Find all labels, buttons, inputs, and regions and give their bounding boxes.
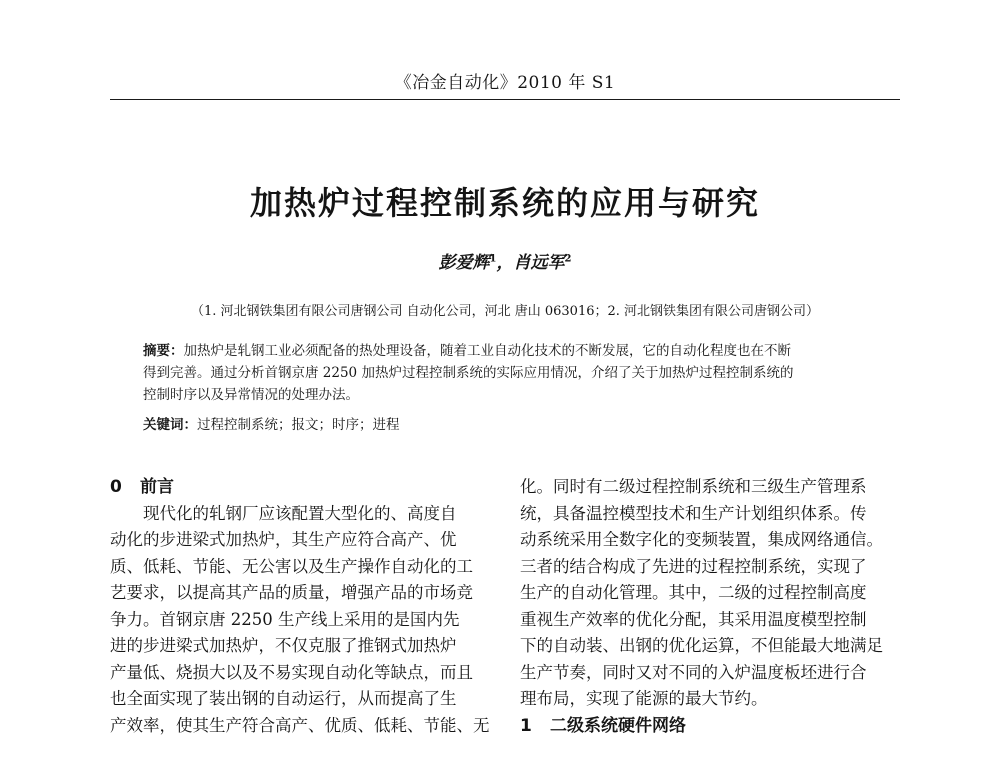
- body-line: 重视生产效率的优化分配，其采用温度模型控制: [520, 609, 867, 629]
- body-line: 艺要求，以提高其产品的质量，增强产品的市场竞: [110, 583, 473, 602]
- author-2: 肖远军: [513, 253, 565, 273]
- abstract-line: [143, 340, 873, 362]
- header-rule: [110, 99, 900, 100]
- body-line: 下的自动装、出钢的优化运算，不但能最大地满足: [520, 636, 883, 655]
- journal-header: 《冶金自动化》2010 年 S1: [394, 73, 616, 93]
- section-title: 前言: [140, 477, 174, 497]
- body-line: 三者的结合构成了先进的过程控制系统，实现了: [520, 556, 867, 576]
- author-separator: ，: [496, 253, 514, 273]
- author-1-mark: 1: [489, 253, 497, 265]
- abstract-text: 加热炉是轧钢工业必须配备的热处理设备，随着工业自动化技术的不断发展，它的自动化程度也在不断: [183, 343, 791, 359]
- keywords: [143, 414, 873, 436]
- section-number: 0: [110, 477, 122, 497]
- body-line: 质、低耗、节能、无公害以及生产操作自动化的工: [110, 556, 473, 576]
- body-line: 统，具备温控模型技术和生产计划组织体系。传: [520, 503, 867, 523]
- body-line: 生产节奏，同时又对不同的入炉温度板坯进行合: [520, 662, 867, 682]
- author-1: 彭爱辉: [438, 253, 490, 273]
- section-number: 1: [520, 715, 532, 736]
- affiliation: （1. 河北钢铁集团有限公司唐钢公司 自动化公司，河北 唐山 063016；2. 河北钢铁集团有限公司唐钢公司）: [190, 304, 820, 319]
- body-line: 理布局，实现了能源的最大节约。: [520, 689, 768, 708]
- body-paragraph-cont: [110, 527, 490, 739]
- body-line: 动化的步进梁式加热炉，其生产应符合高产、优: [110, 530, 457, 549]
- right-column: [520, 474, 900, 739]
- abstract-line: 控制时序以及异常情况的处理办法。: [143, 387, 359, 403]
- body-line: 争力。首钢京唐 2250 生产线上采用的是国内先: [110, 609, 460, 629]
- abstract-line: 得到完善。通过分析首钢京唐 2250 加热炉过程控制系统的实际应用情况，介绍了关于加热炉过程控制系统的: [143, 365, 794, 381]
- body-line: 进的步进梁式加热炉，不仅克服了推钢式加热炉: [110, 636, 457, 655]
- body-line: 也全面实现了装出钢的自动运行，从而提高了生: [110, 689, 457, 708]
- body-line: 现代化的轧钢厂应该配置大型化的、高度自: [143, 503, 457, 523]
- keywords-label: 关键词：: [143, 417, 197, 433]
- body-line: 化。同时有二级过程控制系统和三级生产管理系: [520, 477, 867, 496]
- author-2-mark: 2: [564, 253, 572, 265]
- section-heading-0: [110, 474, 490, 501]
- body-line: 产量低、烧损大以及不易实现自动化等缺点，而且: [110, 662, 473, 682]
- body-paragraph: [110, 501, 490, 528]
- abstract: [143, 340, 873, 406]
- body-line: 生产的自动化管理。其中，二级的过程控制高度: [520, 583, 867, 602]
- section-heading-1: [520, 713, 900, 740]
- body-line: 产效率，使其生产符合高产、优质、低耗、节能、无: [110, 715, 490, 735]
- left-column: [110, 474, 490, 739]
- body-line: 动系统采用全数字化的变频装置，集成网络通信。: [520, 530, 883, 549]
- paper-title: 加热炉过程控制系统的应用与研究: [249, 184, 760, 222]
- abstract-label: 摘要：: [143, 343, 184, 359]
- body-paragraph-cont: [520, 474, 900, 713]
- authors: [110, 248, 900, 273]
- section-title: 二级系统硬件网络: [550, 715, 686, 736]
- keywords-text: 过程控制系统；报文；时序；进程: [197, 417, 400, 433]
